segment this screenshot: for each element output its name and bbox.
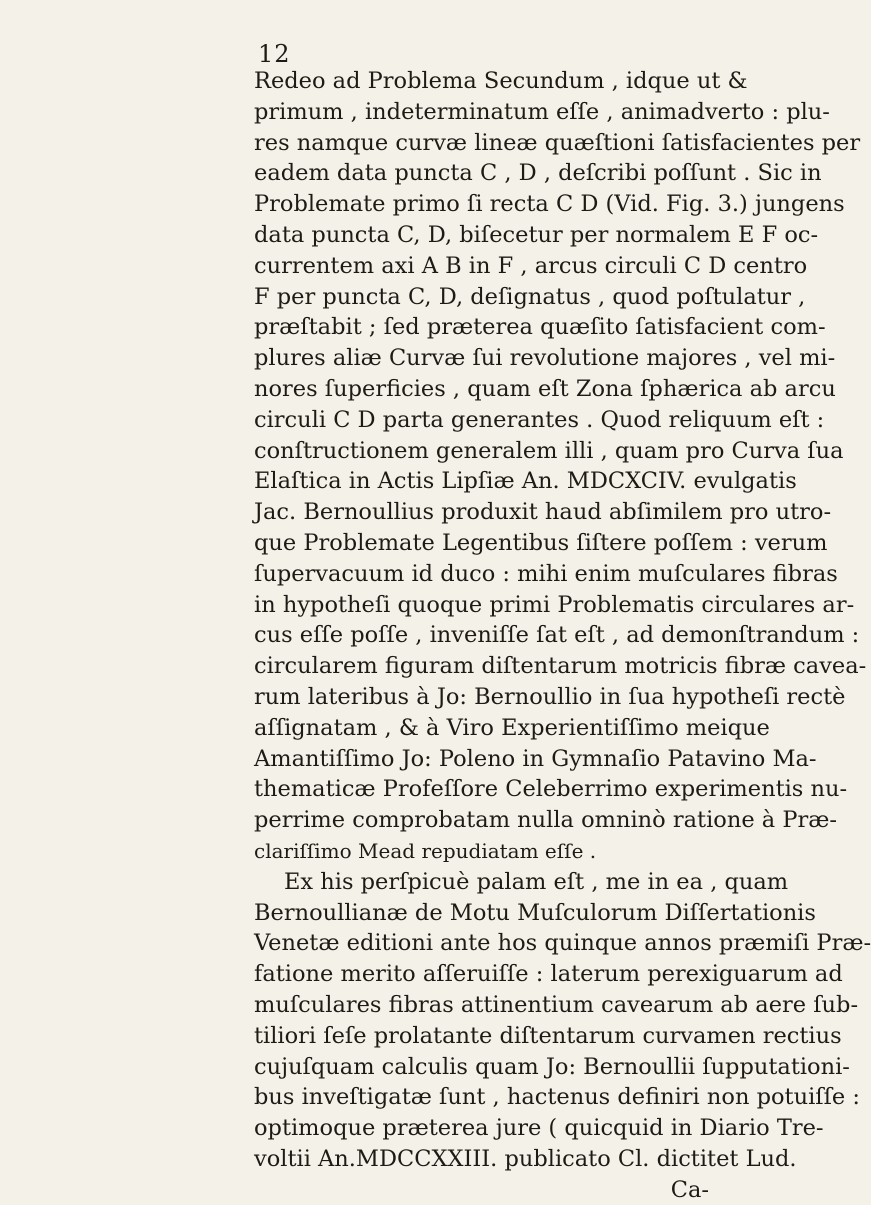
text-line: præſtabit ; ſed præterea quæſito ſatisfacient com- — [254, 314, 826, 341]
text-line: Amantiſſimo Jo: Poleno in Gymnaſio Patavino Ma- — [254, 745, 817, 772]
text-line: data puncta C, D, biſecetur per normalem E F oc- — [254, 221, 819, 248]
text-line: nores ſuperficies , quam eſt Zona ſphærica ab arcu — [254, 375, 836, 402]
text-line: res namque curvæ lineæ quæſtioni ſatisfacientes per — [254, 129, 861, 156]
text-line: voltii An.MDCCXXIII. publicato Cl. dictitet Lud. — [254, 1145, 797, 1172]
text-line: Venetæ editioni ante hos quinque annos præmiſi Præ- — [254, 930, 871, 957]
text-line: in hypotheſi quoque primi Problematis circulares ar- — [254, 591, 855, 618]
text-line: Redeo ad Problema Secundum , idque ut & — [254, 68, 748, 94]
text-line: eadem data puncta C , D , deſcribi poſſunt . Sic in — [254, 160, 822, 187]
text-line: Ex his perſpicuè palam eſt , me in ea , quam — [284, 868, 789, 895]
text-line: clariſſimo Mead repudiatam eſſe . — [254, 838, 597, 863]
text-line: Elaſtica in Actis Lipſiæ An. MDCXCIV. evulgatis — [254, 468, 797, 495]
text-line: muſculares fibras attinentium cavearum ab aere ſub- — [254, 991, 859, 1018]
text-line: plures aliæ Curvæ ſui revolutione majores , vel mi- — [254, 345, 836, 372]
text-line: perrime comprobatam nulla omninò ratione à Præ- — [254, 807, 838, 834]
text-line: F per puncta C, D, deſignatus , quod poſtulatur , — [254, 283, 806, 310]
text-line: que Problemate Legentibus ſiſtere poſſem : verum — [254, 529, 828, 556]
text-line: tiliori ſeſe prolatante diſtentarum curvamen rectius — [254, 1022, 842, 1049]
text-line: Jac. Bernoullius produxit haud abſimilem pro utro- — [254, 499, 832, 526]
text-line: thematicæ Profeſſore Celeberrimo experimentis nu- — [254, 776, 848, 803]
text-line: cus eſſe poſſe , inveniſſe ſat eſt , ad demonſtrandum : — [254, 622, 860, 649]
text-line: currentem axi A B in F , arcus circuli C D centro — [254, 252, 808, 279]
text-line: circuli C D parta generantes . Quod reliquum eſt : — [254, 406, 825, 433]
text-line: bus inveſtigatæ ſunt , hactenus definiri non potuiſſe : — [254, 1084, 860, 1111]
text-line: cujuſquam calculis quam Jo: Bernoullii ſupputationi- — [254, 1053, 850, 1080]
body-text — [254, 66, 871, 1205]
text-line: conſtructionem generalem illi , quam pro Curva ſua — [254, 437, 844, 464]
text-line: Problemate primo ſi recta C D (Vid. Fig. 3.) jungens — [254, 191, 845, 218]
text-line: fatione merito aſſeruiſſe : laterum perexiguarum ad — [254, 961, 843, 988]
text-line: primum , indeterminatum eſſe , animadverto : plu- — [254, 98, 830, 125]
text-line: aſſignatam , & à Viro Experientiſſimo meique — [254, 714, 770, 741]
text-line: circularem figuram diſtentarum motricis fibræ cavea- — [254, 653, 867, 680]
text-line: rum lateribus à Jo: Bernoullio in ſua hypotheſi rectè — [254, 683, 846, 710]
text-line: optimoque præterea jure ( quicquid in Diario Tre- — [254, 1115, 824, 1142]
text-line: ſupervacuum id duco : mihi enim muſculares fibras — [254, 560, 838, 587]
text-line: Bernoullianæ de Motu Muſculorum Diſſertationis — [254, 899, 816, 926]
catchword: Ca- — [670, 1176, 709, 1203]
page-number: 12 — [258, 40, 291, 68]
